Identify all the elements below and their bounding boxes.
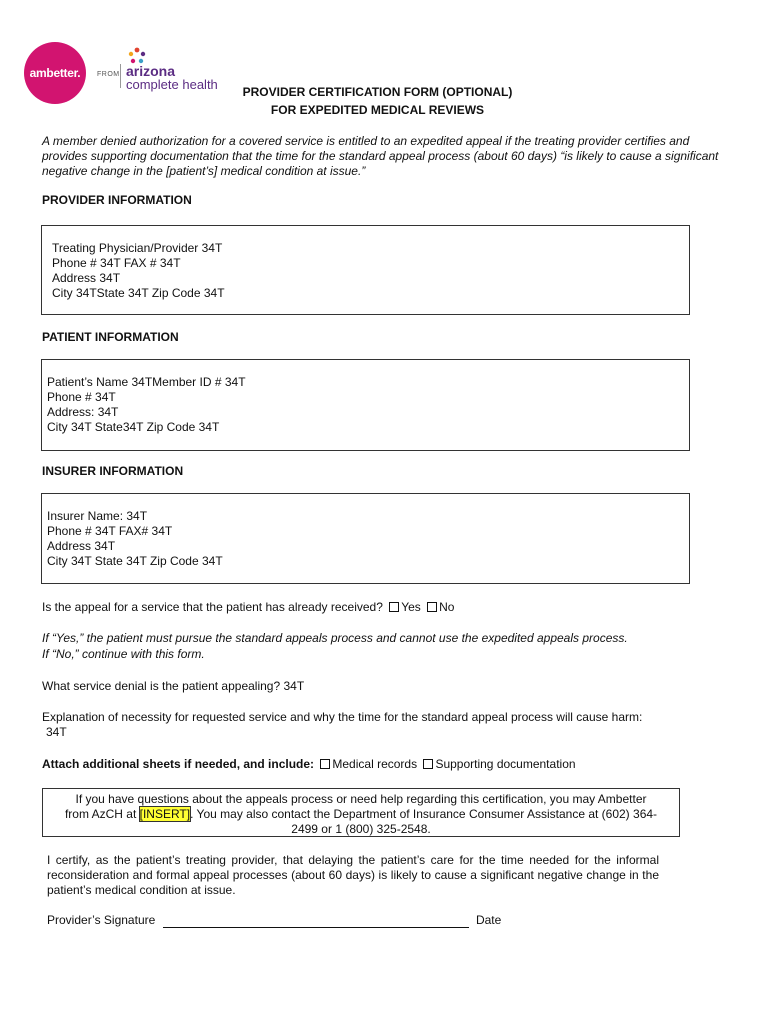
patient-name-id-field[interactable]: Patient’s Name 34TMember ID # 34T [47, 375, 246, 389]
insurer-name-field[interactable]: Insurer Name: 34T [47, 509, 148, 523]
contact-line2-prefix: from AzCH at [64, 807, 140, 821]
explanation-field[interactable]: 34T [46, 725, 67, 739]
intro-paragraph: A member denied authorization for a covered service is entitled to an expedited appeal if the treating provider certifies and provides supporting documentation that the time for the standard appeal process (about 60 days) “is likely to cause a significant negative change in the [patient’s] medical condition at issue.” [42, 134, 719, 178]
provider-info-box[interactable] [41, 225, 690, 315]
yes-checkbox[interactable] [389, 602, 399, 612]
service-received-question [42, 600, 454, 615]
contact-line2-suffix: . You may also contact the Department of Insurance Consumer Assistance at (602) 364- [190, 807, 658, 821]
signature-label: Provider’s Signature [47, 913, 156, 927]
provider-city-state-zip-field[interactable]: City 34TState 34T Zip Code 34T [52, 286, 225, 300]
contact-info-box [42, 788, 680, 837]
yes-label: Yes [401, 600, 421, 614]
provider-phone-fax-field[interactable]: Phone # 34T FAX # 34T [52, 256, 181, 270]
medical-records-checkbox[interactable] [320, 759, 330, 769]
certification-statement: I certify, as the patient’s treating provider, that delaying the patient’s care for the time needed for the informal reconsideration and formal appeal processes (about 60 days) is likely to cause a significant negative change in the patient’s medical condition at issue. [47, 853, 659, 897]
form-title [200, 83, 555, 119]
patient-info-box[interactable] [41, 359, 690, 451]
service-received-question-text: Is the appeal for a service that the patient has already received? [42, 600, 383, 614]
date-label: Date [475, 913, 502, 927]
logo-divider [120, 64, 121, 88]
ambetter-logo [24, 42, 86, 104]
attach-label: Attach additional sheets if needed, and include: [42, 757, 315, 771]
no-label: No [439, 600, 455, 614]
patient-heading: PATIENT INFORMATION [42, 330, 179, 344]
insurer-phone-fax-field[interactable]: Phone # 34T FAX# 34T [47, 524, 173, 538]
contact-line1: If you have questions about the appeals process or need help regarding this certification, you may Ambetter [75, 792, 647, 806]
provider-heading: PROVIDER INFORMATION [42, 193, 192, 207]
supporting-docs-label: Supporting documentation [435, 757, 576, 771]
contact-line2 [43, 807, 679, 822]
form-title-line1: PROVIDER CERTIFICATION FORM (OPTIONAL) [242, 85, 513, 99]
patient-phone-field[interactable]: Phone # 34T [47, 390, 116, 404]
medical-records-label: Medical records [332, 757, 418, 771]
condition-yes-text: If “Yes,” the patient must pursue the standard appeals process and cannot use the expedited appeals process. [42, 631, 628, 645]
signature-field[interactable] [163, 915, 469, 928]
insert-placeholder: [INSERT] [139, 807, 191, 821]
contact-line3: 2499 or 1 (800) 325-2548. [291, 822, 431, 836]
patient-address-field[interactable]: Address: 34T [47, 405, 119, 419]
provider-name-field[interactable]: Treating Physician/Provider 34T [52, 241, 223, 255]
supporting-docs-checkbox[interactable] [423, 759, 433, 769]
condition-no-text: If “No,” continue with this form. [42, 647, 205, 661]
insurer-address-field[interactable]: Address 34T [47, 539, 116, 553]
logo-partner-line2: complete health [126, 77, 218, 92]
insurer-heading: INSURER INFORMATION [42, 464, 184, 478]
insurer-city-state-zip-field[interactable]: City 34T State 34T Zip Code 34T [47, 554, 223, 568]
service-denial-field[interactable]: What service denial is the patient appealing? 34T [42, 679, 305, 693]
no-checkbox[interactable] [427, 602, 437, 612]
attach-row [42, 757, 576, 772]
form-title-line2: FOR EXPEDITED MEDICAL REVIEWS [270, 103, 485, 117]
patient-city-state-zip-field[interactable]: City 34T State34T Zip Code 34T [47, 420, 220, 434]
insurer-info-box[interactable] [41, 493, 690, 584]
provider-address-field[interactable]: Address 34T [52, 271, 121, 285]
logo-partner-line1: arizona [126, 63, 176, 79]
logo-from-label: FROM [97, 71, 120, 78]
signature-row [47, 913, 501, 928]
explanation-label: Explanation of necessity for requested service and why the time for the standard appeal process will cause harm: [42, 710, 643, 724]
ambetter-logo-text: ambetter. [29, 66, 81, 80]
